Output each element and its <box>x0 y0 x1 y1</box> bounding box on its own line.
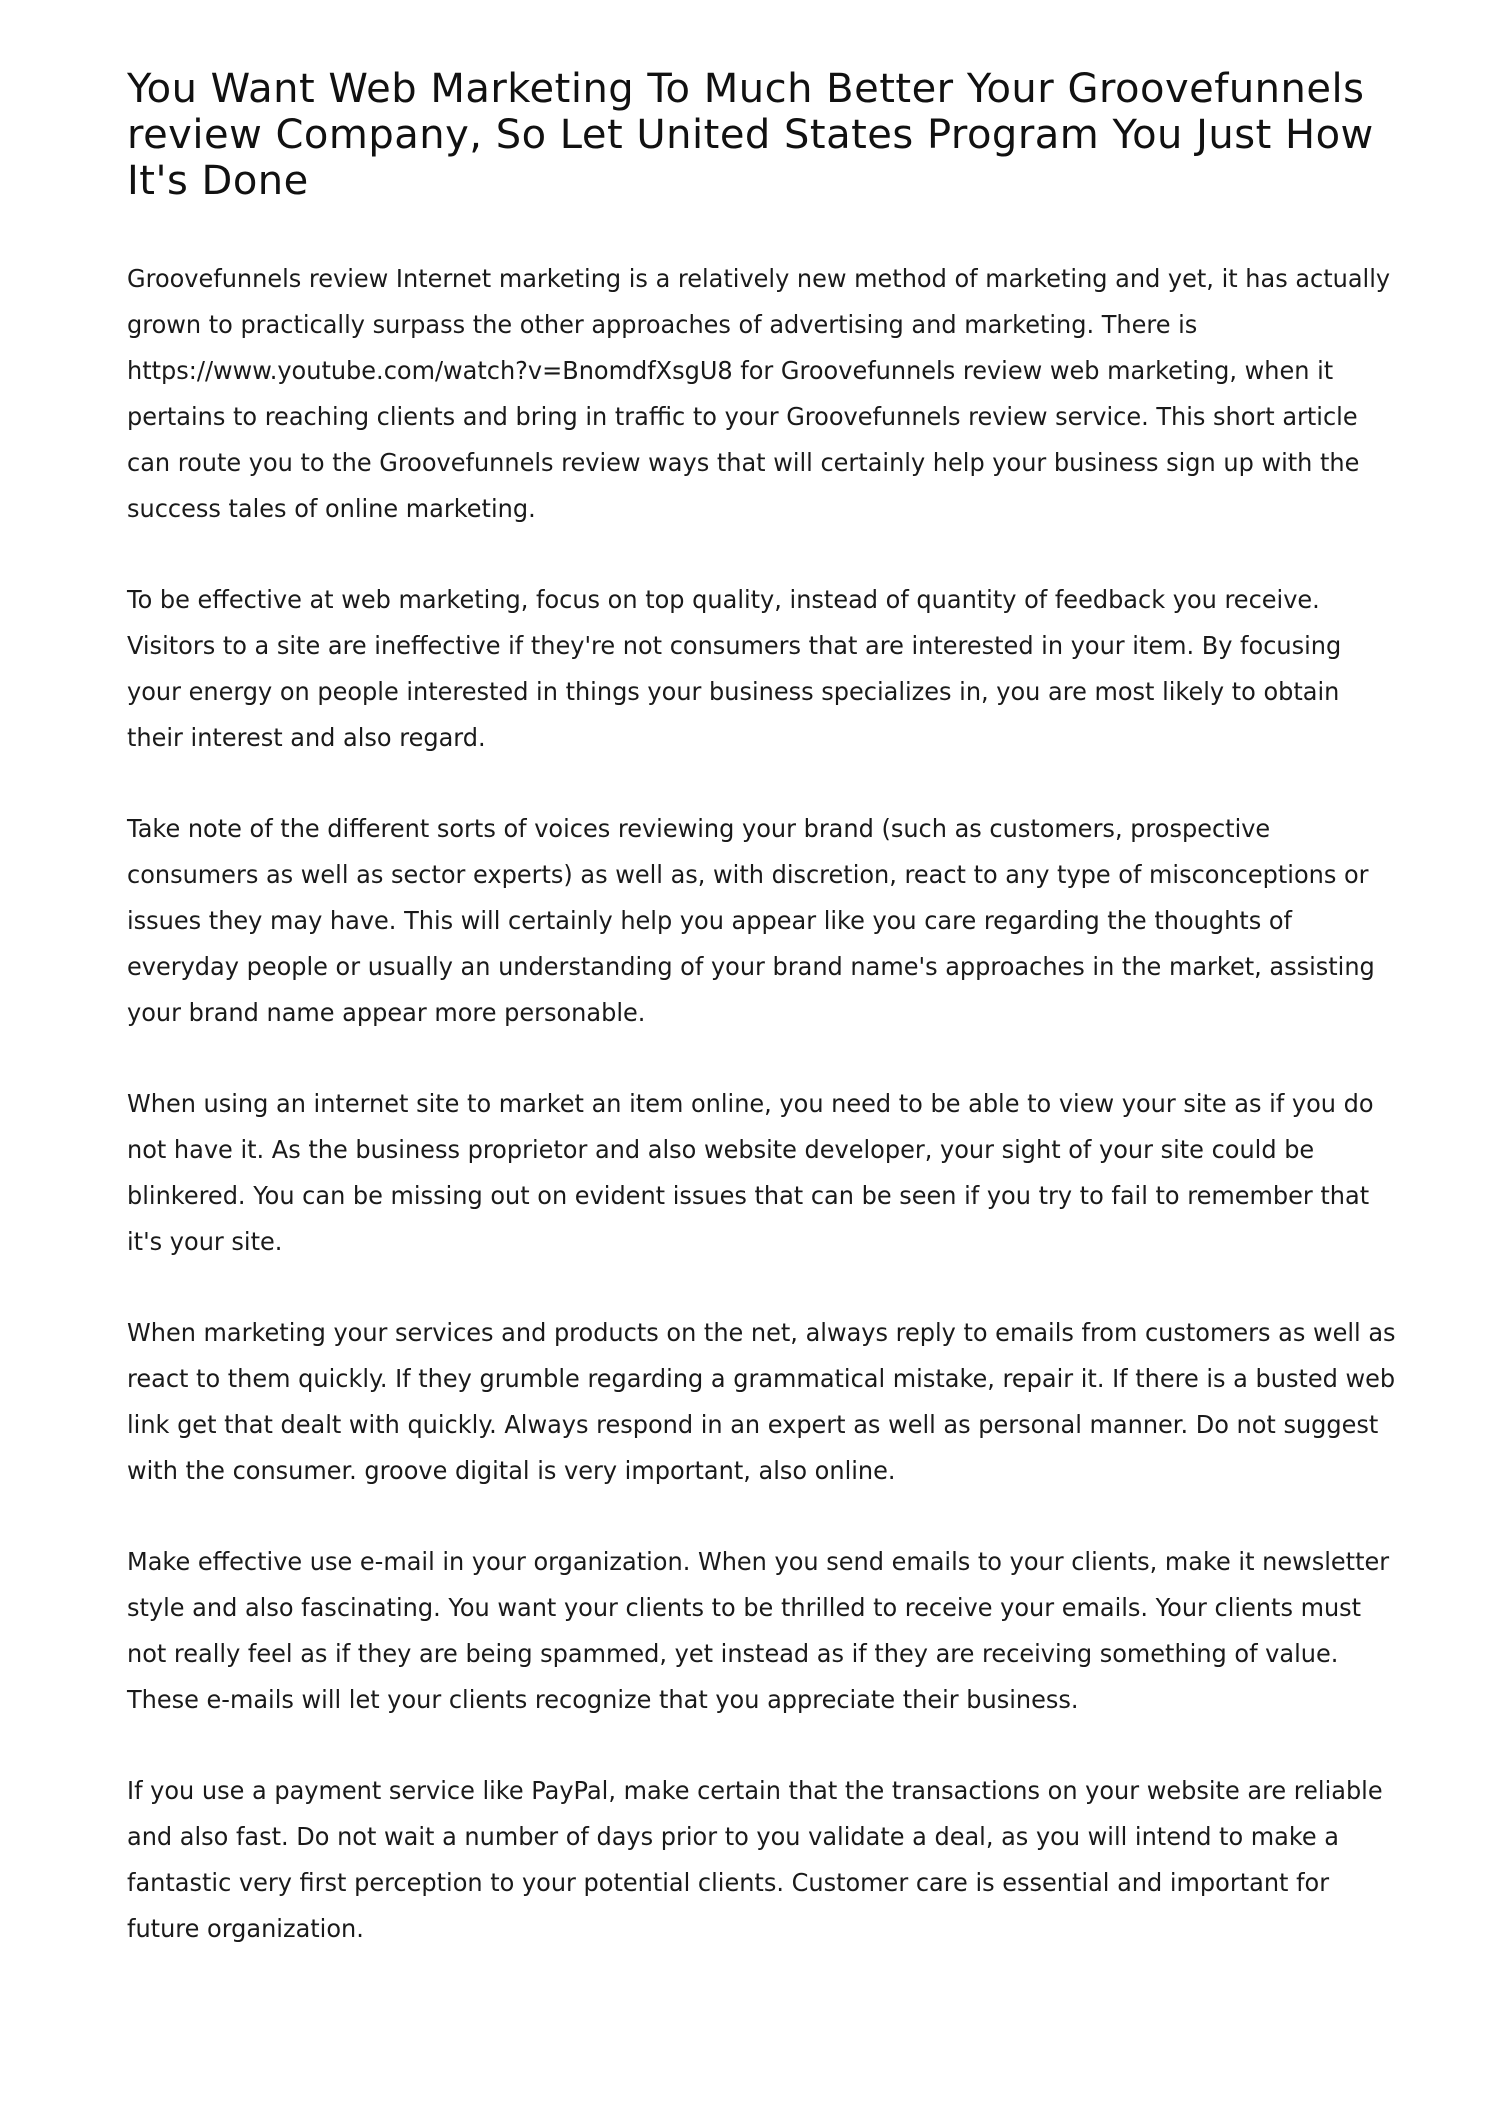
paragraph-1: Groovefunnels review Internet marketing is a relatively new method of marketing and yet, it has actually grown to practically surpass the other approaches of advertising and marketing. There is https://www.youtube.com/watch?v=BnomdfXsgU8 for Groovefunnels review web marketing, when it pertains to reaching clients and bring in traffic to your Groovefunnels review service. This short article can route you to the Groovefunnels review ways that will certainly help your business sign up with the success tales of online marketing. <box>127 264 1391 523</box>
paragraph-3: Take note of the different sorts of voices reviewing your brand (such as customers, prospective consumers as well as sector experts) as well as, with discretion, react to any type of misconceptions or issues they may have. This will certainly help you appear like you care regarding the thoughts of everyday people or usually an understanding of your brand name's approaches in the market, assisting your brand name appear more personable. <box>127 814 1375 1027</box>
document-title: You Want Web Marketing To Much Better Your Groovefunnels review Company, So Let United States Program You Just How It's Done <box>127 66 1374 204</box>
paragraph-6: Make effective use e-mail in your organization. When you send emails to your clients, make it newsletter style and also fascinating. You want your clients to be thrilled to receive your emails. Your clients must not really feel as if they are being spammed, yet instead as if they are receiving something of value. These e-mails will let your clients recognize that you appreciate their business. <box>127 1547 1390 1714</box>
paragraph-4: When using an internet site to market an item online, you need to be able to view your site as if you do not have it. As the business proprietor and also website developer, your sight of your site could be blinkered. You can be missing out on evident issues that can be seen if you try to fail to remember that it's your site. <box>127 1089 1374 1256</box>
document-page <box>127 66 1397 1997</box>
paragraph-7: If you use a payment service like PayPal, make certain that the transactions on your website are reliable and also fast. Do not wait a number of days prior to you validate a deal, as you will intend to make a fantastic very first perception to your potential clients. Customer care is essential and important for future organization. <box>127 1776 1383 1943</box>
paragraph-5: When marketing your services and products on the net, always reply to emails from customers as well as react to them quickly. If they grumble regarding a grammatical mistake, repair it. If there is a busted web link get that dealt with quickly. Always respond in an expert as well as personal manner. Do not suggest with the consumer. groove digital is very important, also online. <box>127 1318 1396 1485</box>
paragraph-2: To be effective at web marketing, focus on top quality, instead of quantity of feedback you receive. Visitors to a site are ineffective if they're not consumers that are interested in your item. By focusing your energy on people interested in things your business specializes in, you are most likely to obtain their interest and also regard. <box>127 585 1342 752</box>
